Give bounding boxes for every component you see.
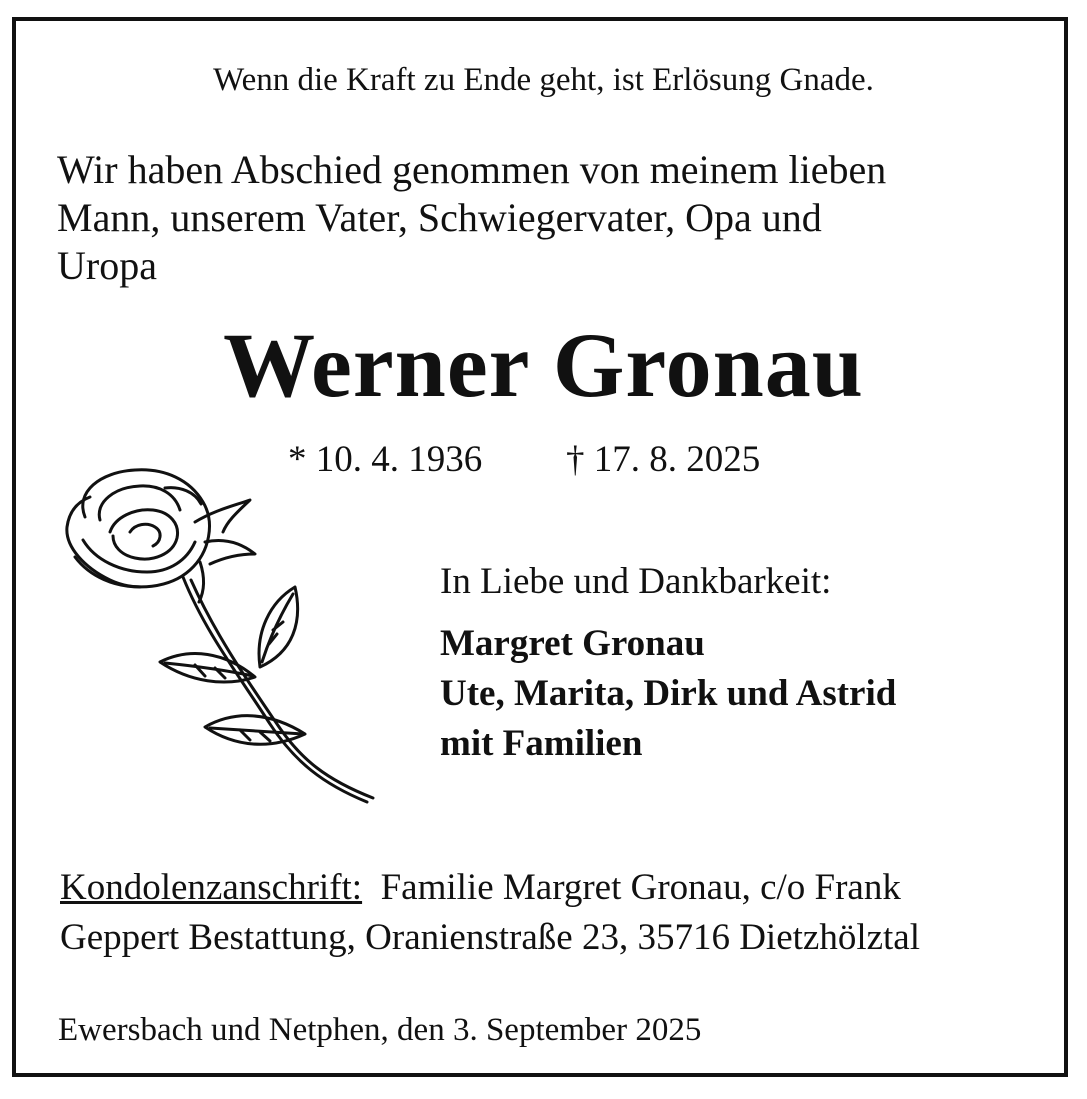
death-date: † 17. 8. 2025 (566, 439, 761, 480)
intro-line-1: Wir haben Abschied genommen von meinem lieben (57, 147, 887, 192)
place-and-date: Ewersbach und Netphen, den 3. September 2025 (58, 1012, 702, 1048)
thanks-line: In Liebe und Dankbarkeit: (440, 561, 832, 602)
rose-icon (55, 462, 385, 807)
intro-text (57, 146, 1047, 290)
family-line-1: Margret Gronau (440, 623, 705, 664)
deceased-name: Werner Gronau (223, 314, 864, 416)
family-line-3: mit Familien (440, 723, 643, 764)
condolence-address-part-1: Familie Margret Gronau, c/o Frank (380, 867, 901, 908)
intro-line-3: Uropa (57, 243, 157, 288)
motto: Wenn die Kraft zu Ende geht, ist Erlösung Gnade. (213, 62, 874, 98)
birth-date: * 10. 4. 1936 (288, 439, 483, 480)
family-line-2: Ute, Marita, Dirk und Astrid (440, 673, 897, 714)
condolence-address-line-1 (60, 866, 901, 909)
condolence-label: Kondolenzanschrift: (60, 867, 363, 908)
intro-line-2: Mann, unserem Vater, Schwiegervater, Opa und (57, 195, 822, 240)
condolence-address-line-2: Geppert Bestattung, Oranienstraße 23, 35716 Dietzhölztal (60, 917, 920, 958)
